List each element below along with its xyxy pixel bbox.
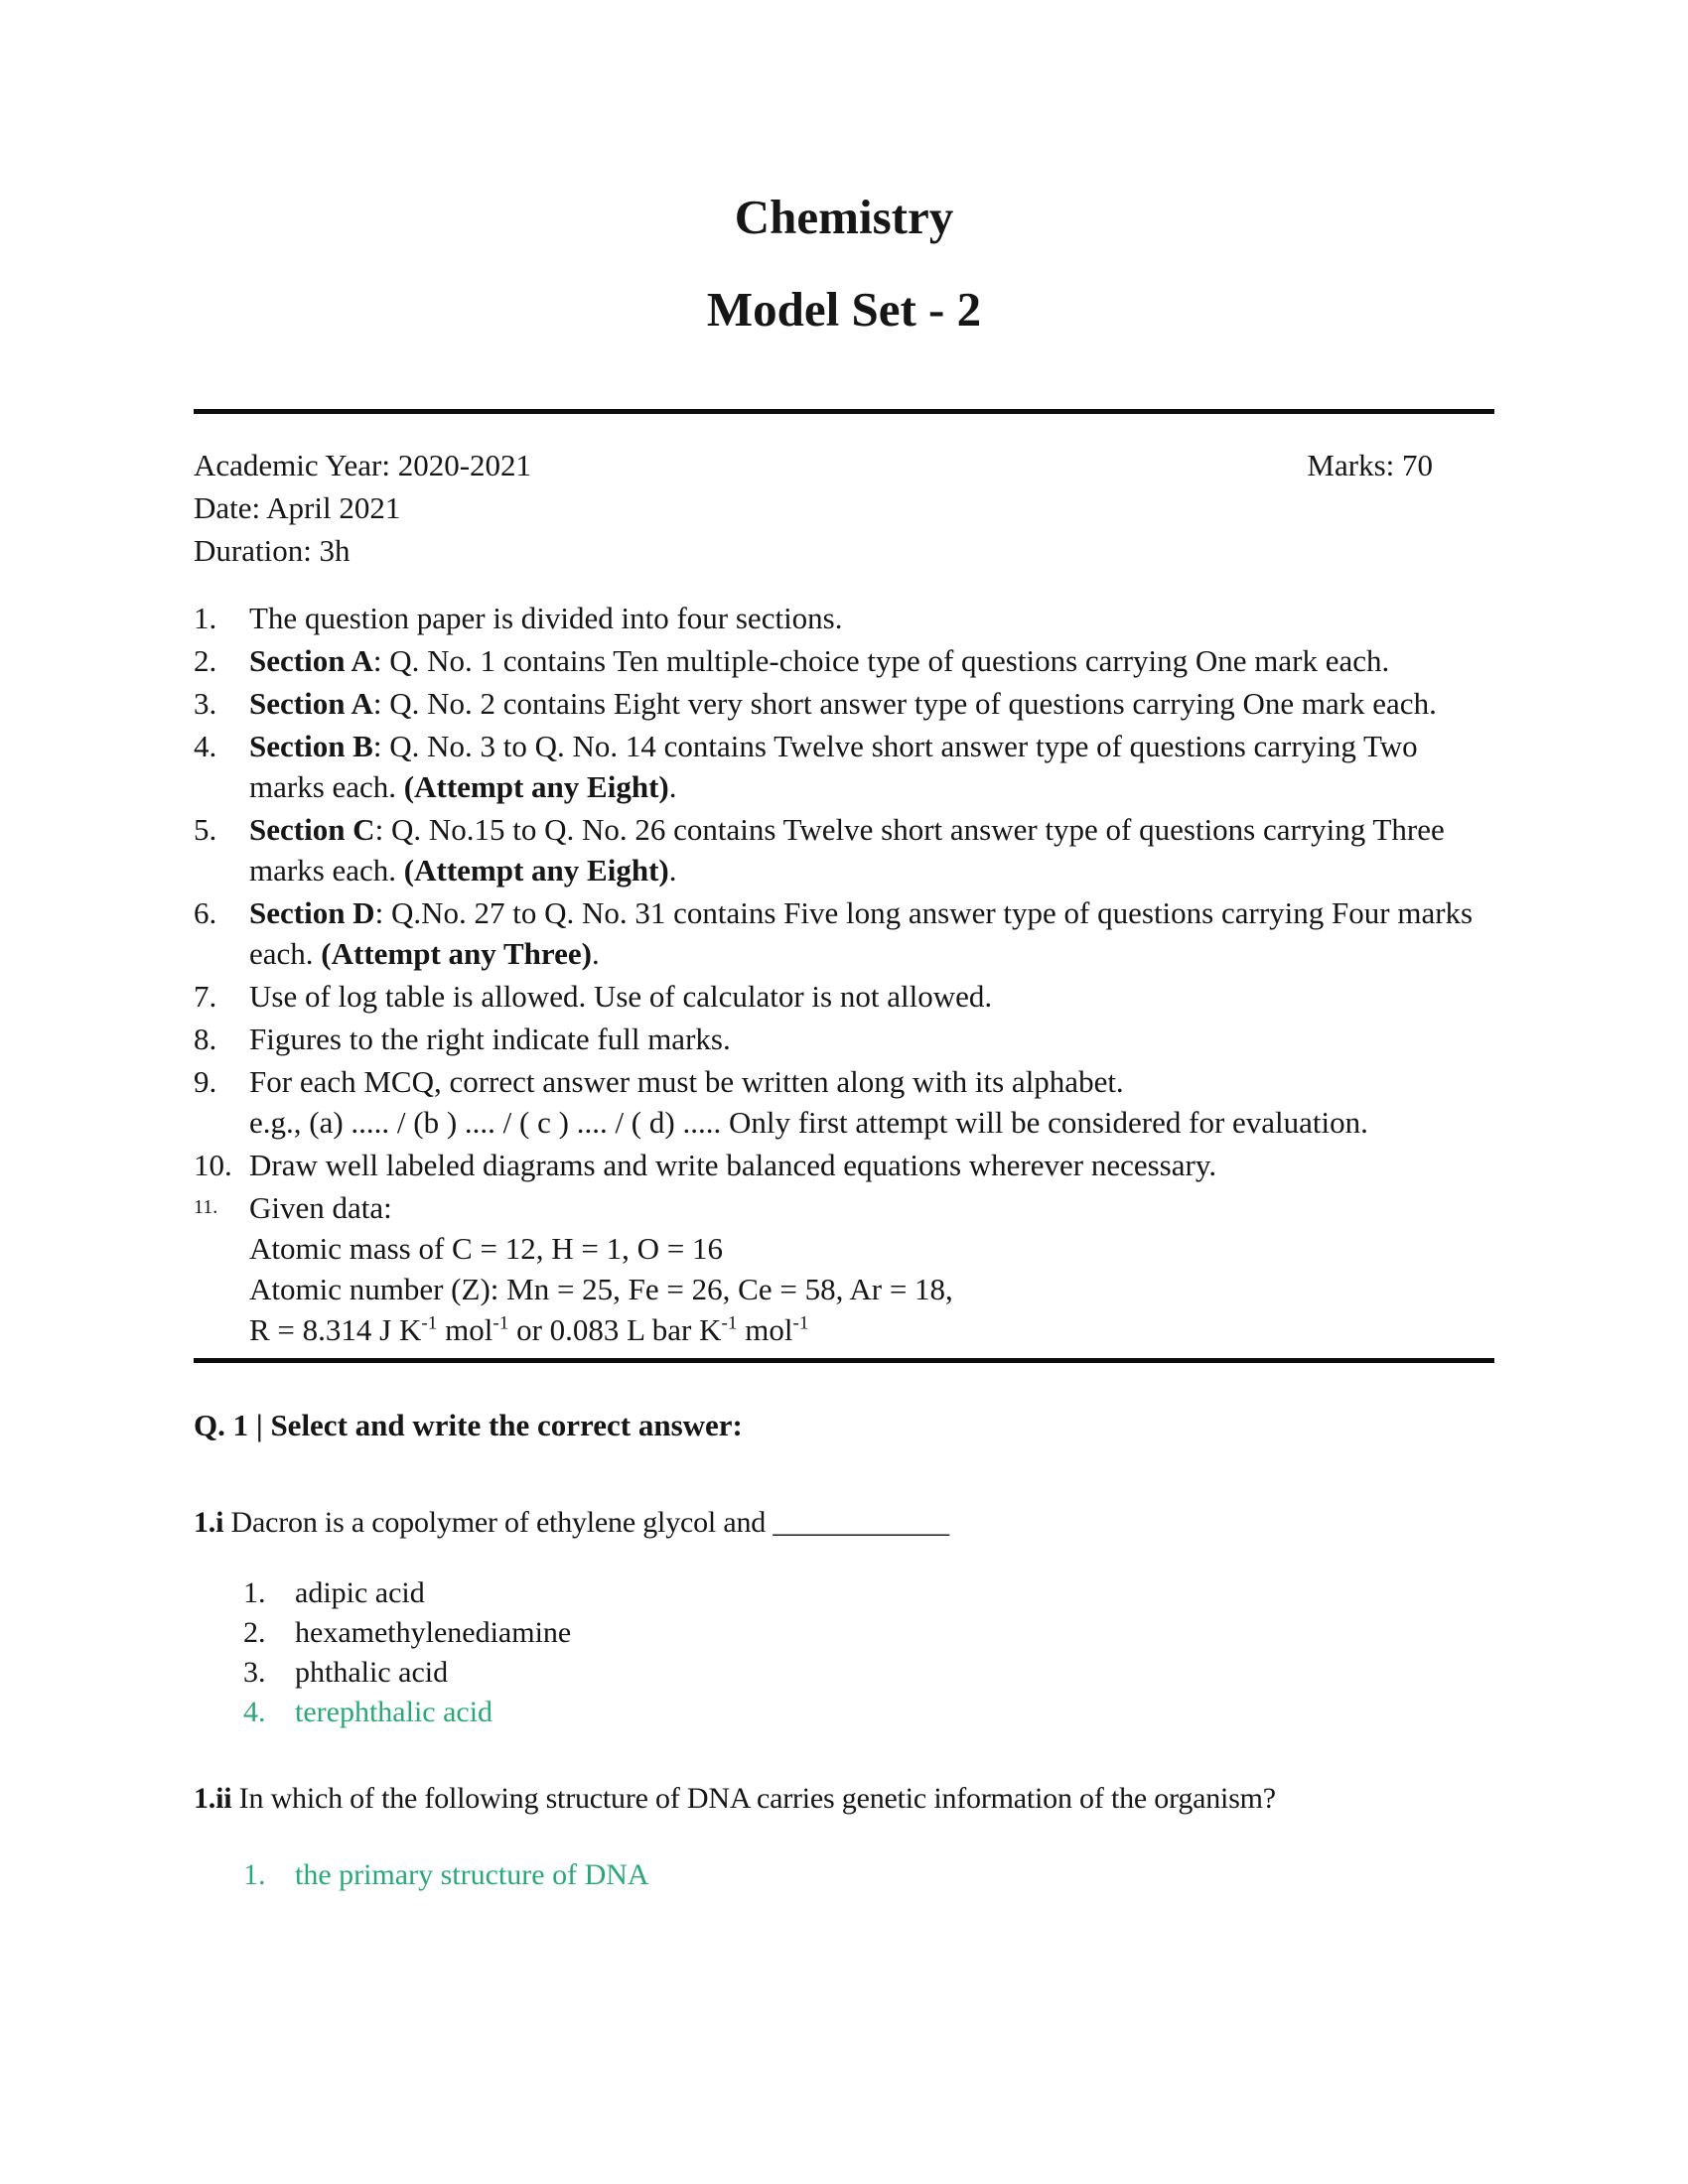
document-subtitle: Model Set - 2 xyxy=(706,281,982,337)
bold-text: Section A xyxy=(249,642,373,678)
text: mol xyxy=(737,1311,793,1347)
instruction-item xyxy=(194,683,1494,724)
instruction-number: 5. xyxy=(194,811,217,847)
option-number: 1. xyxy=(243,1857,266,1891)
question-1-heading: Q. 1 | Select and write the correct answer: xyxy=(194,1407,743,1442)
date-label: Date: April 2021 xyxy=(194,489,401,525)
text: : Q. No.15 to Q. No. 26 contains Twelve short answer type of questions carrying Three marks each. xyxy=(249,811,1445,887)
instruction-number: 9. xyxy=(194,1063,217,1099)
instruction-item xyxy=(194,1019,1494,1059)
bold-text: Section C xyxy=(249,811,375,847)
instruction-number: 2. xyxy=(194,642,217,678)
question-text xyxy=(194,1778,1494,1820)
bold-text: (Attempt any Eight) xyxy=(403,768,669,804)
question-label: 1.i xyxy=(194,1505,224,1539)
question-text xyxy=(194,1502,1494,1544)
instruction-item xyxy=(194,640,1494,681)
instruction-item xyxy=(194,726,1494,807)
instruction-text xyxy=(249,683,1494,724)
bold-text: Section B xyxy=(249,728,373,763)
question-label: 1.ii xyxy=(194,1781,232,1815)
instruction-text xyxy=(249,598,1494,638)
text: . xyxy=(668,768,677,804)
instruction-text xyxy=(249,1019,1494,1059)
text: Use of log table is allowed. Use of calculator is not allowed. xyxy=(249,978,993,1014)
text: mol xyxy=(437,1311,493,1347)
instruction-number: 10. xyxy=(194,1147,232,1182)
bold-text: (Attempt any Three) xyxy=(321,935,592,971)
bold-text: Section A xyxy=(249,685,373,721)
option-label: hexamethylenediamine xyxy=(295,1615,572,1649)
instruction-item xyxy=(194,1061,1494,1143)
option-item-correct xyxy=(243,1693,1494,1732)
instruction-continuation xyxy=(249,1102,1494,1143)
marks-label: Marks: 70 xyxy=(1307,447,1433,482)
instruction-item xyxy=(194,892,1494,974)
instruction-text xyxy=(249,726,1494,807)
questions-section xyxy=(194,1502,1494,1895)
text: Atomic number (Z): Mn = 25, Fe = 26, Ce = 58, Ar = 18, xyxy=(249,1271,953,1306)
text: Figures to the right indicate full marks. xyxy=(249,1021,731,1056)
options-list xyxy=(243,1855,1494,1895)
text: e.g., (a) ..... / (b ) .... / ( c ) .... / ( d) ..... Only first attempt will be considered for evaluation. xyxy=(249,1104,1368,1140)
text: Given data: xyxy=(249,1189,392,1225)
instruction-text xyxy=(249,892,1494,974)
instruction-number: 8. xyxy=(194,1021,217,1056)
instruction-text xyxy=(249,640,1494,681)
instruction-number: 3. xyxy=(194,685,217,721)
instruction-item xyxy=(194,1187,1494,1350)
exam-meta xyxy=(194,444,1494,572)
instruction-number: 4. xyxy=(194,728,217,763)
text: For each MCQ, correct answer must be written along with its alphabet. xyxy=(249,1063,1124,1099)
text: The question paper is divided into four sections. xyxy=(249,600,843,635)
instruction-text xyxy=(249,1187,1494,1350)
option-label: adipic acid xyxy=(295,1575,425,1609)
instruction-text xyxy=(249,1061,1494,1143)
instruction-continuation xyxy=(249,1228,1494,1269)
text: : Q. No. 1 contains Ten multiple-choice type of questions carrying One mark each. xyxy=(372,642,1390,678)
meta-row xyxy=(194,444,1494,486)
text: R = 8.314 J K xyxy=(249,1311,422,1347)
instruction-item xyxy=(194,976,1494,1017)
text: . xyxy=(591,935,600,971)
superscript-text: -1 xyxy=(421,1312,438,1334)
instruction-item xyxy=(194,598,1494,638)
option-number: 1. xyxy=(243,1575,266,1609)
option-item xyxy=(243,1573,1494,1613)
question-1ii xyxy=(194,1778,1494,1895)
instructions-list xyxy=(194,598,1494,1350)
instruction-number: 11. xyxy=(194,1195,218,1218)
text: : Q.No. 27 to Q. No. 31 contains Five long answer type of questions carrying Four marks each. xyxy=(249,894,1474,971)
instruction-number: 1. xyxy=(194,600,217,635)
option-item xyxy=(243,1653,1494,1693)
instruction-text xyxy=(249,976,1494,1017)
question-1i xyxy=(194,1502,1494,1732)
bold-text: Section D xyxy=(249,894,375,930)
option-number: 4. xyxy=(243,1695,266,1728)
instruction-continuation xyxy=(249,1309,1494,1350)
question-body-text: In which of the following structure of DNA carries genetic information of the organism? xyxy=(231,1781,1276,1815)
document-title: Chemistry xyxy=(734,190,954,244)
question-body-text: Dacron is a copolymer of ethylene glycol and ____________ xyxy=(223,1505,949,1539)
text: . xyxy=(668,852,677,887)
text: : Q. No. 3 to Q. No. 14 contains Twelve short answer type of questions carrying Two marks each. xyxy=(249,728,1418,804)
instruction-item xyxy=(194,1145,1494,1185)
instruction-item xyxy=(194,809,1494,890)
middle-divider xyxy=(194,1358,1494,1363)
instruction-number: 7. xyxy=(194,978,217,1014)
superscript-text: -1 xyxy=(721,1312,738,1334)
top-divider xyxy=(194,409,1494,414)
duration-label: Duration: 3h xyxy=(194,532,351,568)
bold-text: (Attempt any Eight) xyxy=(403,852,669,887)
academic-year-label: Academic Year: 2020-2021 xyxy=(194,447,532,482)
instruction-continuation xyxy=(249,1269,1494,1309)
superscript-text: -1 xyxy=(492,1312,509,1334)
option-label: terephthalic acid xyxy=(295,1695,493,1728)
text: : Q. No. 2 contains Eight very short answer type of questions carrying One mark each. xyxy=(372,685,1437,721)
text: Atomic mass of C = 12, H = 1, O = 16 xyxy=(249,1230,723,1266)
option-item xyxy=(243,1613,1494,1653)
instruction-text xyxy=(249,1145,1494,1185)
superscript-text: -1 xyxy=(792,1312,809,1334)
option-item-correct xyxy=(243,1855,1494,1895)
option-number: 2. xyxy=(243,1615,266,1649)
text: Draw well labeled diagrams and write balanced equations wherever necessary. xyxy=(249,1147,1217,1182)
instruction-text xyxy=(249,809,1494,890)
option-number: 3. xyxy=(243,1655,266,1689)
option-label: phthalic acid xyxy=(295,1655,449,1689)
option-label: the primary structure of DNA xyxy=(295,1857,649,1891)
instruction-number: 6. xyxy=(194,894,217,930)
options-list xyxy=(243,1573,1494,1732)
text: or 0.083 L bar K xyxy=(508,1311,722,1347)
